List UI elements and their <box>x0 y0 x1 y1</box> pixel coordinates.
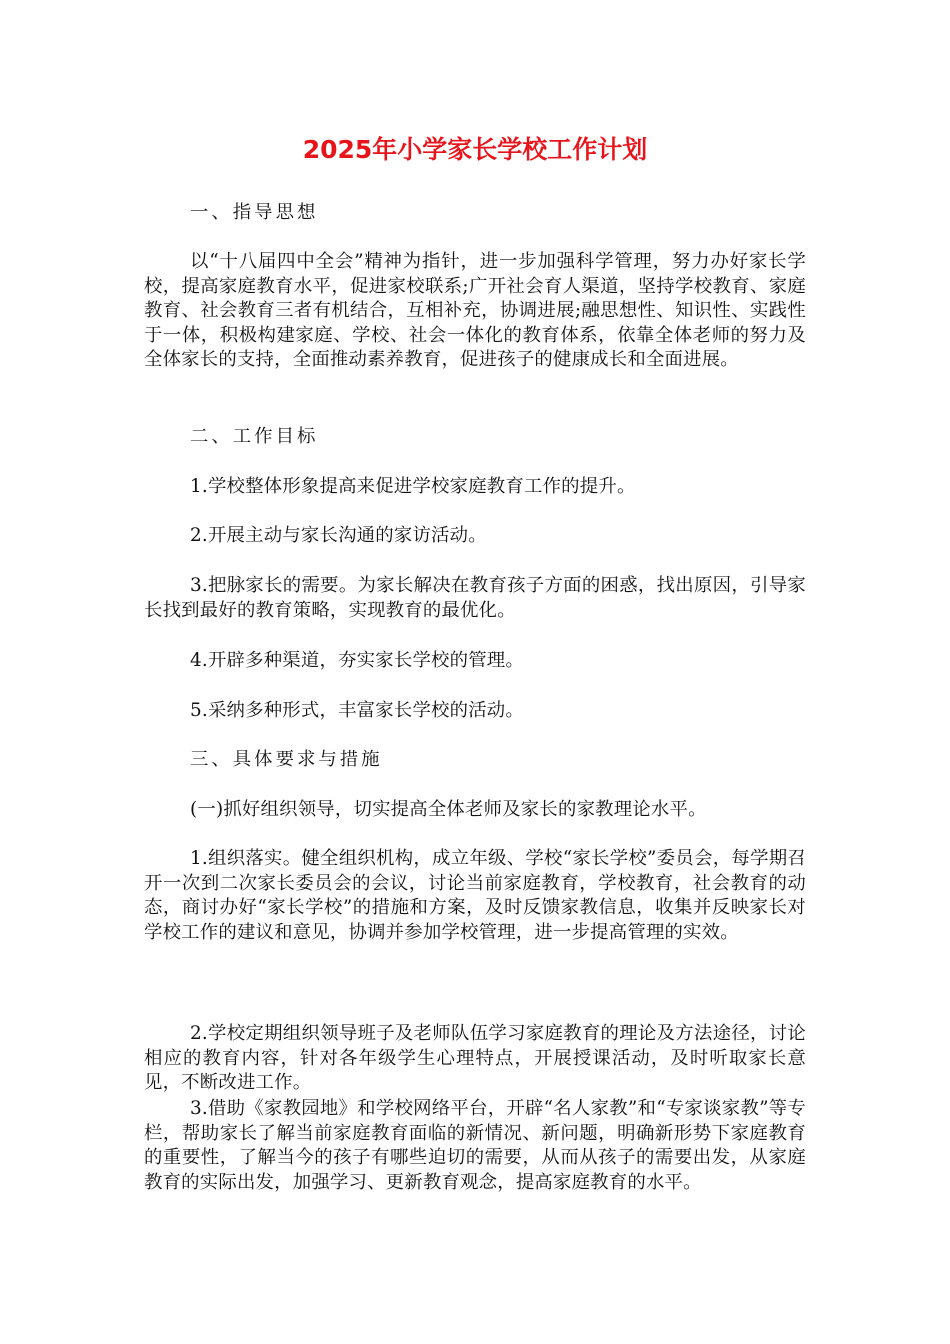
section-heading-guiding-ideology: 一、指导思想 <box>190 202 319 223</box>
measure-item-1: 1.组织落实。健全组织机构，成立年级、学校“家长学校”委员会，每学期召开一次到二次家长委员会的会议，讨论当前家庭教育，学校教育，社会教育的动态，商讨办好“家长学校”的措施和方案，及时反馈家教信息，收集并反映家长对学校工作的建议和意见，协调并参加学校管理，进一步提高管理的实效。 <box>144 848 806 943</box>
paragraph-guiding-ideology: 以“十八届四中全会”精神为指针，进一步加强科学管理，努力办好家长学校，提高家庭教育水平，促进家校联系;广开社会育人渠道，坚持学校教育、家庭教育、社会教育三者有机结合，互相补充，协调进展;融思想性、知识性、实践性于一体，积极构建家庭、学校、社会一体化的教育体系，依靠全体老师的努力及全体家长的支持，全面推动素养教育，促进孩子的健康成长和全面进展。 <box>144 251 806 371</box>
measure-item-2: 2.学校定期组织领导班子及老师队伍学习家庭教育的理论及方法途径，讨论相应的教育内容，针对各年级学生心理特点，开展授课活动，及时听取家长意见，不断改进工作。 <box>144 1023 806 1094</box>
goal-item-3: 3.把脉家长的需要。为家长解决在教育孩子方面的困惑，找出原因，引导家长找到最好的教育策略，实现教育的最优化。 <box>144 575 806 621</box>
goal-item-2: 2.开展主动与家长沟通的家访活动。 <box>190 525 487 546</box>
goal-item-4: 4.开辟多种渠道，夯实家长学校的管理。 <box>190 650 524 671</box>
measure-item-3: 3.借助《家教园地》和学校网络平台，开辟“名人家教”和“专家谈家教”等专栏，帮助家长了解当前家庭教育面临的新情况、新问题，明确新形势下家庭教育的重要性，了解当今的孩子有哪些迫切的需要，从而从孩子的需要出发，从家庭教育的实际出发，加强学习、更新教育观念，提高家庭教育的水平。 <box>144 1098 806 1193</box>
section-heading-measures: 三、具体要求与措施 <box>190 749 383 770</box>
section-heading-work-goals: 二、工作目标 <box>190 426 319 447</box>
subsection-heading-organization: (一)抓好组织领导，切实提高全体老师及家长的家教理论水平。 <box>190 799 707 820</box>
document-title: 2025年小学家长学校工作计划 <box>302 135 648 164</box>
goal-item-1: 1.学校整体形象提高来促进学校家庭教育工作的提升。 <box>190 476 636 497</box>
goal-item-5: 5.采纳多种形式，丰富家长学校的活动。 <box>190 700 524 721</box>
